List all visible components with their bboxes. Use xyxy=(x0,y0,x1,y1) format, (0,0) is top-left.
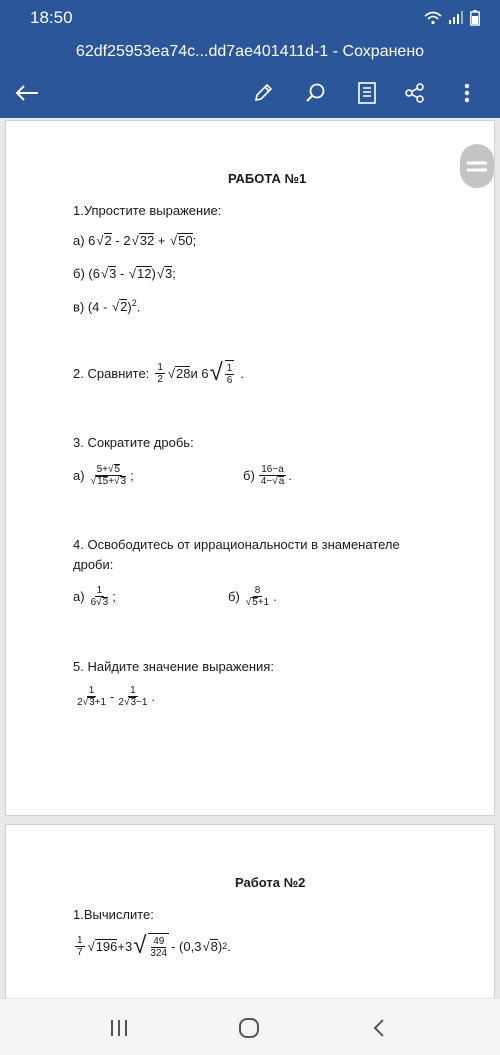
task-2: 2. Сравните: $\frac{1}{2}$ √ 28 и 6 √ $\frac{1}{6}$ . xyxy=(73,359,244,386)
task-3-b: б) $\frac{16-a}{4-√a}$ . xyxy=(243,464,292,487)
task-3-heading: 3. Сократите дробь: xyxy=(73,435,194,450)
page-2-task-1-expression: $\frac{1}{7}$ √ 196 +3 √ $\frac{49}{324}$ - (0,3 √ 8 ) 2 . xyxy=(77,932,231,959)
task-1-c: в) (4 - √2)$^2$. xyxy=(73,298,141,315)
wifi-icon xyxy=(424,11,442,25)
back-icon[interactable] xyxy=(364,1013,394,1043)
share-icon[interactable] xyxy=(400,78,430,108)
task-1-a: а) 6√2 - 2√32 + √50; xyxy=(73,233,197,248)
page-title: РАБОТА №1 xyxy=(228,171,307,186)
task-1-heading: 1.Упростите выражение: xyxy=(73,203,222,218)
task-4-a: а) $\frac{1}{6√3}$ ; xyxy=(73,585,116,608)
home-icon[interactable] xyxy=(234,1013,264,1043)
task-4-b: б) $\frac{8}{√5+1}$ . xyxy=(228,585,277,608)
drag-handle-icon[interactable] xyxy=(459,143,495,189)
signal-icon xyxy=(448,11,464,25)
task-5-expression: $\frac{1}{2√3+1}$ - $\frac{1}{2√3-1}$ . xyxy=(77,685,156,708)
task-4-heading-line-2: дроби: xyxy=(73,557,114,572)
toolbar xyxy=(0,68,500,118)
document-page-1 xyxy=(5,120,495,816)
status-icons xyxy=(424,10,480,26)
pencil-icon[interactable] xyxy=(248,78,278,108)
task-4-heading-line-1: 4. Освободитесь от иррациональности в знаменателе xyxy=(73,537,400,552)
read-mode-icon[interactable] xyxy=(352,78,382,108)
task-3-a: а) $\frac{5+√5}{√15+√3}$ ; xyxy=(73,464,134,487)
task-5-heading: 5. Найдите значение выражения: xyxy=(73,659,274,674)
more-icon[interactable] xyxy=(452,78,482,108)
page-2-title: Работа №2 xyxy=(235,875,306,890)
back-arrow-icon[interactable] xyxy=(12,78,42,108)
document-title: 62df25953ea74c...dd7ae401411d-1 - Сохранено xyxy=(75,43,425,60)
battery-icon xyxy=(470,10,480,26)
search-icon[interactable] xyxy=(300,78,330,108)
status-time: 18:50 xyxy=(30,8,73,27)
status-bar xyxy=(0,0,500,36)
page-2-task-1-heading: 1.Вычислите: xyxy=(73,907,154,922)
task-1-b: б) (6√3 - √12)√3; xyxy=(73,266,176,281)
navigation-bar xyxy=(0,998,500,1055)
recent-apps-icon[interactable] xyxy=(104,1013,134,1043)
document-canvas[interactable] xyxy=(0,118,500,998)
document-page-2 xyxy=(5,824,495,998)
document-title-bar xyxy=(0,36,500,68)
